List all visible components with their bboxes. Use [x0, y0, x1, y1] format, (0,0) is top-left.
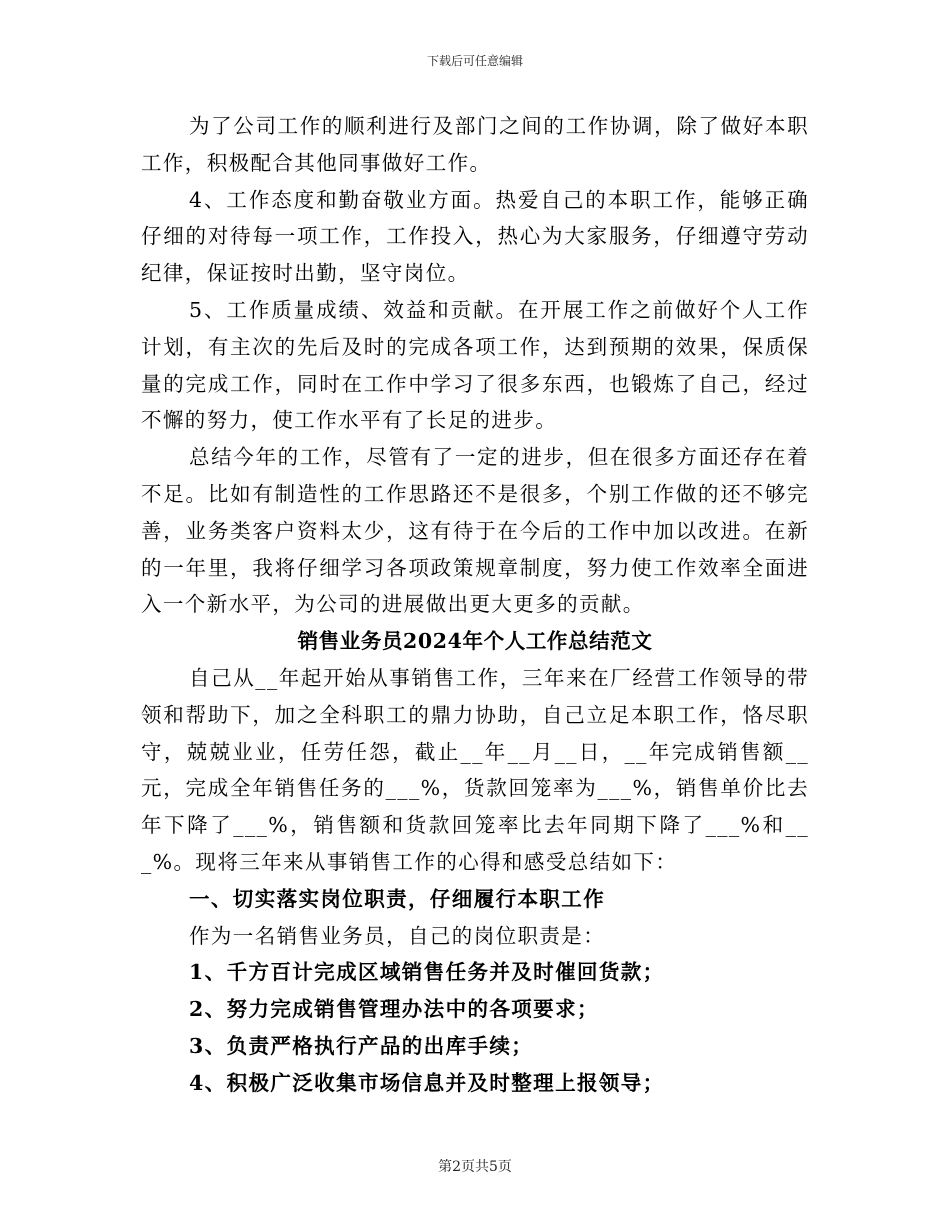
paragraph: 5、工作质量成绩、效益和贡献。在开展工作之前做好个人工作计划，有主次的先后及时的完成各项工作，达到预期的效果，保质保量的完成工作，同时在工作中学习了很多东西，也锻炼了自己，经过不懈的努力，使工作水平有了长足的进步。 — [141, 297, 809, 433]
subheading: 一、切实落实岗位职责，仔细履行本职工作 — [189, 886, 606, 911]
intro-paragraph: 自己从__年起开始从事销售工作，三年来在厂经营工作领导的带领和帮助下，加之全科职工的鼎力协助，自己立足本职工作，恪尽职守，兢兢业业，任劳任怨，截止__年__月__日，__年完成销售额__元，完成全年销售任务的___%，货款回笼率为___%，销售单价比去年下降了___%，销售额和货款回笼率比去年同期下降了___%和___%。现将三年来从事销售工作的心得和感受总结如下： — [141, 665, 810, 874]
paragraph: 总结今年的工作，尽管有了一定的进步，但在很多方面还存在着不足。比如有制造性的工作思路还不是很多，个别工作做的还不够完善，业务类客户资料太少，这有待于在今后的工作中加以改进。在新的一年里，我将仔细学习各项政策规章制度，努力使工作效率全面进入一个新水平，为公司的进展做出更大更多的贡献。 — [141, 445, 809, 617]
page-header: 下载后可任意编辑 — [426, 54, 523, 68]
paragraph: 为了公司工作的顺利进行及部门之间的工作协调，除了做好本职工作，积极配合其他同事做好工作。 — [141, 114, 809, 175]
duty-item: 3、负责严格执行产品的出库手续； — [189, 1033, 534, 1058]
duty-item: 4、积极广泛收集市场信息并及时整理上报领导； — [189, 1070, 665, 1095]
page-footer: 第2页共5页 — [438, 1159, 512, 1175]
document-body — [141, 108, 809, 1102]
paragraph: 4、工作态度和勤奋敬业方面。热爱自己的本职工作，能够正确仔细的对待每一项工作，工作投入，热心为大家服务，仔细遵守劳动纪律，保证按时出勤，坚守岗位。 — [141, 187, 809, 286]
duty-item: 2、努力完成销售管理办法中的各项要求； — [189, 997, 599, 1022]
duty-item: 1、千方百计完成区域销售任务并及时催回货款； — [189, 960, 665, 985]
section-title: 销售业务员2024年个人工作总结范文 — [297, 629, 653, 654]
duty-intro: 作为一名销售业务员，自己的岗位职责是： — [189, 923, 606, 948]
